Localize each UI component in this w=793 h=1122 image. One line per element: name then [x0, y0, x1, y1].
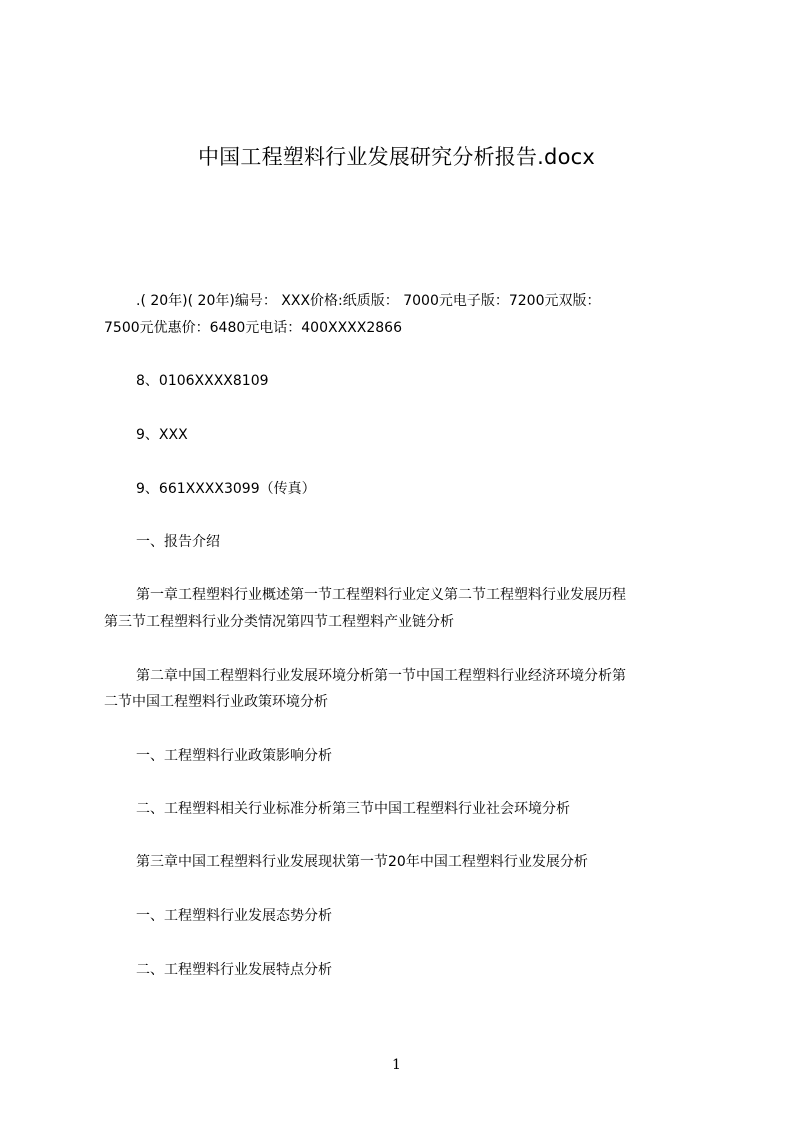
section-heading-report-intro: 一、报告介绍 — [136, 534, 220, 550]
document-title: 中国工程塑料行业发展研究分析报告.docx — [197, 145, 596, 169]
price-info-line: .( 20年)( 20年)编号： XXX价格:纸质版： 7000元电子版：7200元双版： — [136, 293, 601, 309]
chapter-1-line-continued: 第三节工程塑料行业分类情况第四节工程塑料产业链分析 — [104, 614, 454, 630]
chapter-1-line: 第一章工程塑料行业概述第一节工程塑料行业定义第二节工程塑料行业发展历程 — [136, 587, 626, 603]
chapter-2-line: 第二章中国工程塑料行业发展环境分析第一节中国工程塑料行业经济环境分析第 — [136, 668, 626, 684]
chapter-3-line: 第三章中国工程塑料行业发展现状第一节20年中国工程塑料行业发展分析 — [136, 854, 588, 870]
chapter-2-line-continued: 二节中国工程塑料行业政策环境分析 — [104, 694, 328, 710]
page-number: 1 — [392, 1057, 401, 1073]
development-trend-line: 一、工程塑料行业发展态势分析 — [136, 908, 332, 924]
contact-line-8: 8、0106XXXX8109 — [136, 373, 269, 389]
policy-impact-line: 一、工程塑料行业政策影响分析 — [136, 748, 332, 764]
price-info-line-continued: 7500元优惠价：6480元电话：400XXXX2866 — [104, 320, 402, 336]
development-features-line: 二、工程塑料行业发展特点分析 — [136, 962, 332, 978]
industry-standards-line: 二、工程塑料相关行业标准分析第三节中国工程塑料行业社会环境分析 — [136, 801, 570, 817]
fax-line: 9、661XXXX3099（传真） — [136, 481, 316, 497]
contact-line-9: 9、XXX — [136, 427, 188, 443]
